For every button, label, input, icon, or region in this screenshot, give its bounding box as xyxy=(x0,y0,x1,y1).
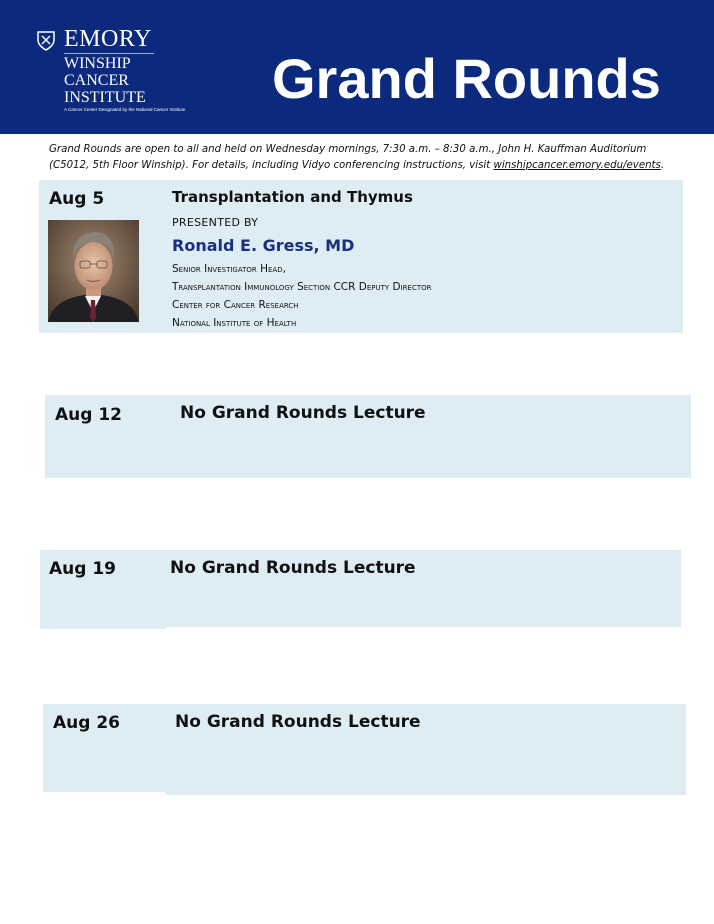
header-banner xyxy=(0,0,714,134)
logo-tagline: A Cancer Center Designated by the National Cancer Institute xyxy=(64,107,186,112)
intro-text: Grand Rounds are open to all and held on Wednesday mornings, 7:30 a.m. – 8:30 a.m., John H. Kauffman Auditorium (C5012, 5th Floor Winship). For details, including Vidyo conferencing instructions, visit xyxy=(49,144,647,171)
event-title: No Grand Rounds Lecture xyxy=(175,712,421,732)
panel-edge xyxy=(40,627,166,629)
logo-line-winship: WINSHIP xyxy=(64,55,131,72)
speaker-photo xyxy=(48,220,139,322)
logo-line-institute: INSTITUTE xyxy=(64,89,146,106)
speaker-affiliation-line: Center for Cancer Research xyxy=(172,299,299,311)
logo-emory-text: EMORY xyxy=(64,26,152,52)
event-date: Aug 5 xyxy=(49,189,105,209)
event-date: Aug 19 xyxy=(49,559,117,579)
event-date: Aug 12 xyxy=(55,405,123,425)
presented-by-label: PRESENTED BY xyxy=(172,216,259,229)
event-title: No Grand Rounds Lecture xyxy=(180,403,426,423)
event-title: No Grand Rounds Lecture xyxy=(170,558,416,578)
page-title: Grand Rounds xyxy=(272,47,661,110)
event-title: Transplantation and Thymus xyxy=(172,188,413,206)
logo-line-cancer: CANCER xyxy=(64,72,129,89)
speaker-affiliation-line: Senior Investigator Head, xyxy=(172,263,286,275)
panel-edge xyxy=(166,792,686,795)
speaker-affiliation-line: Transplantation Immunology Section CCR Deputy Director xyxy=(172,281,432,293)
intro-end: . xyxy=(660,160,665,171)
speaker-affiliation-line: National Institute of Health xyxy=(172,317,297,329)
event-date: Aug 26 xyxy=(53,713,121,733)
speaker-name: Ronald E. Gress, MD xyxy=(172,236,355,255)
logo-divider xyxy=(64,53,154,54)
events-link[interactable]: winshipcancer.emory.edu/events xyxy=(493,160,661,171)
intro-paragraph xyxy=(49,142,679,174)
shield-icon xyxy=(36,30,56,52)
